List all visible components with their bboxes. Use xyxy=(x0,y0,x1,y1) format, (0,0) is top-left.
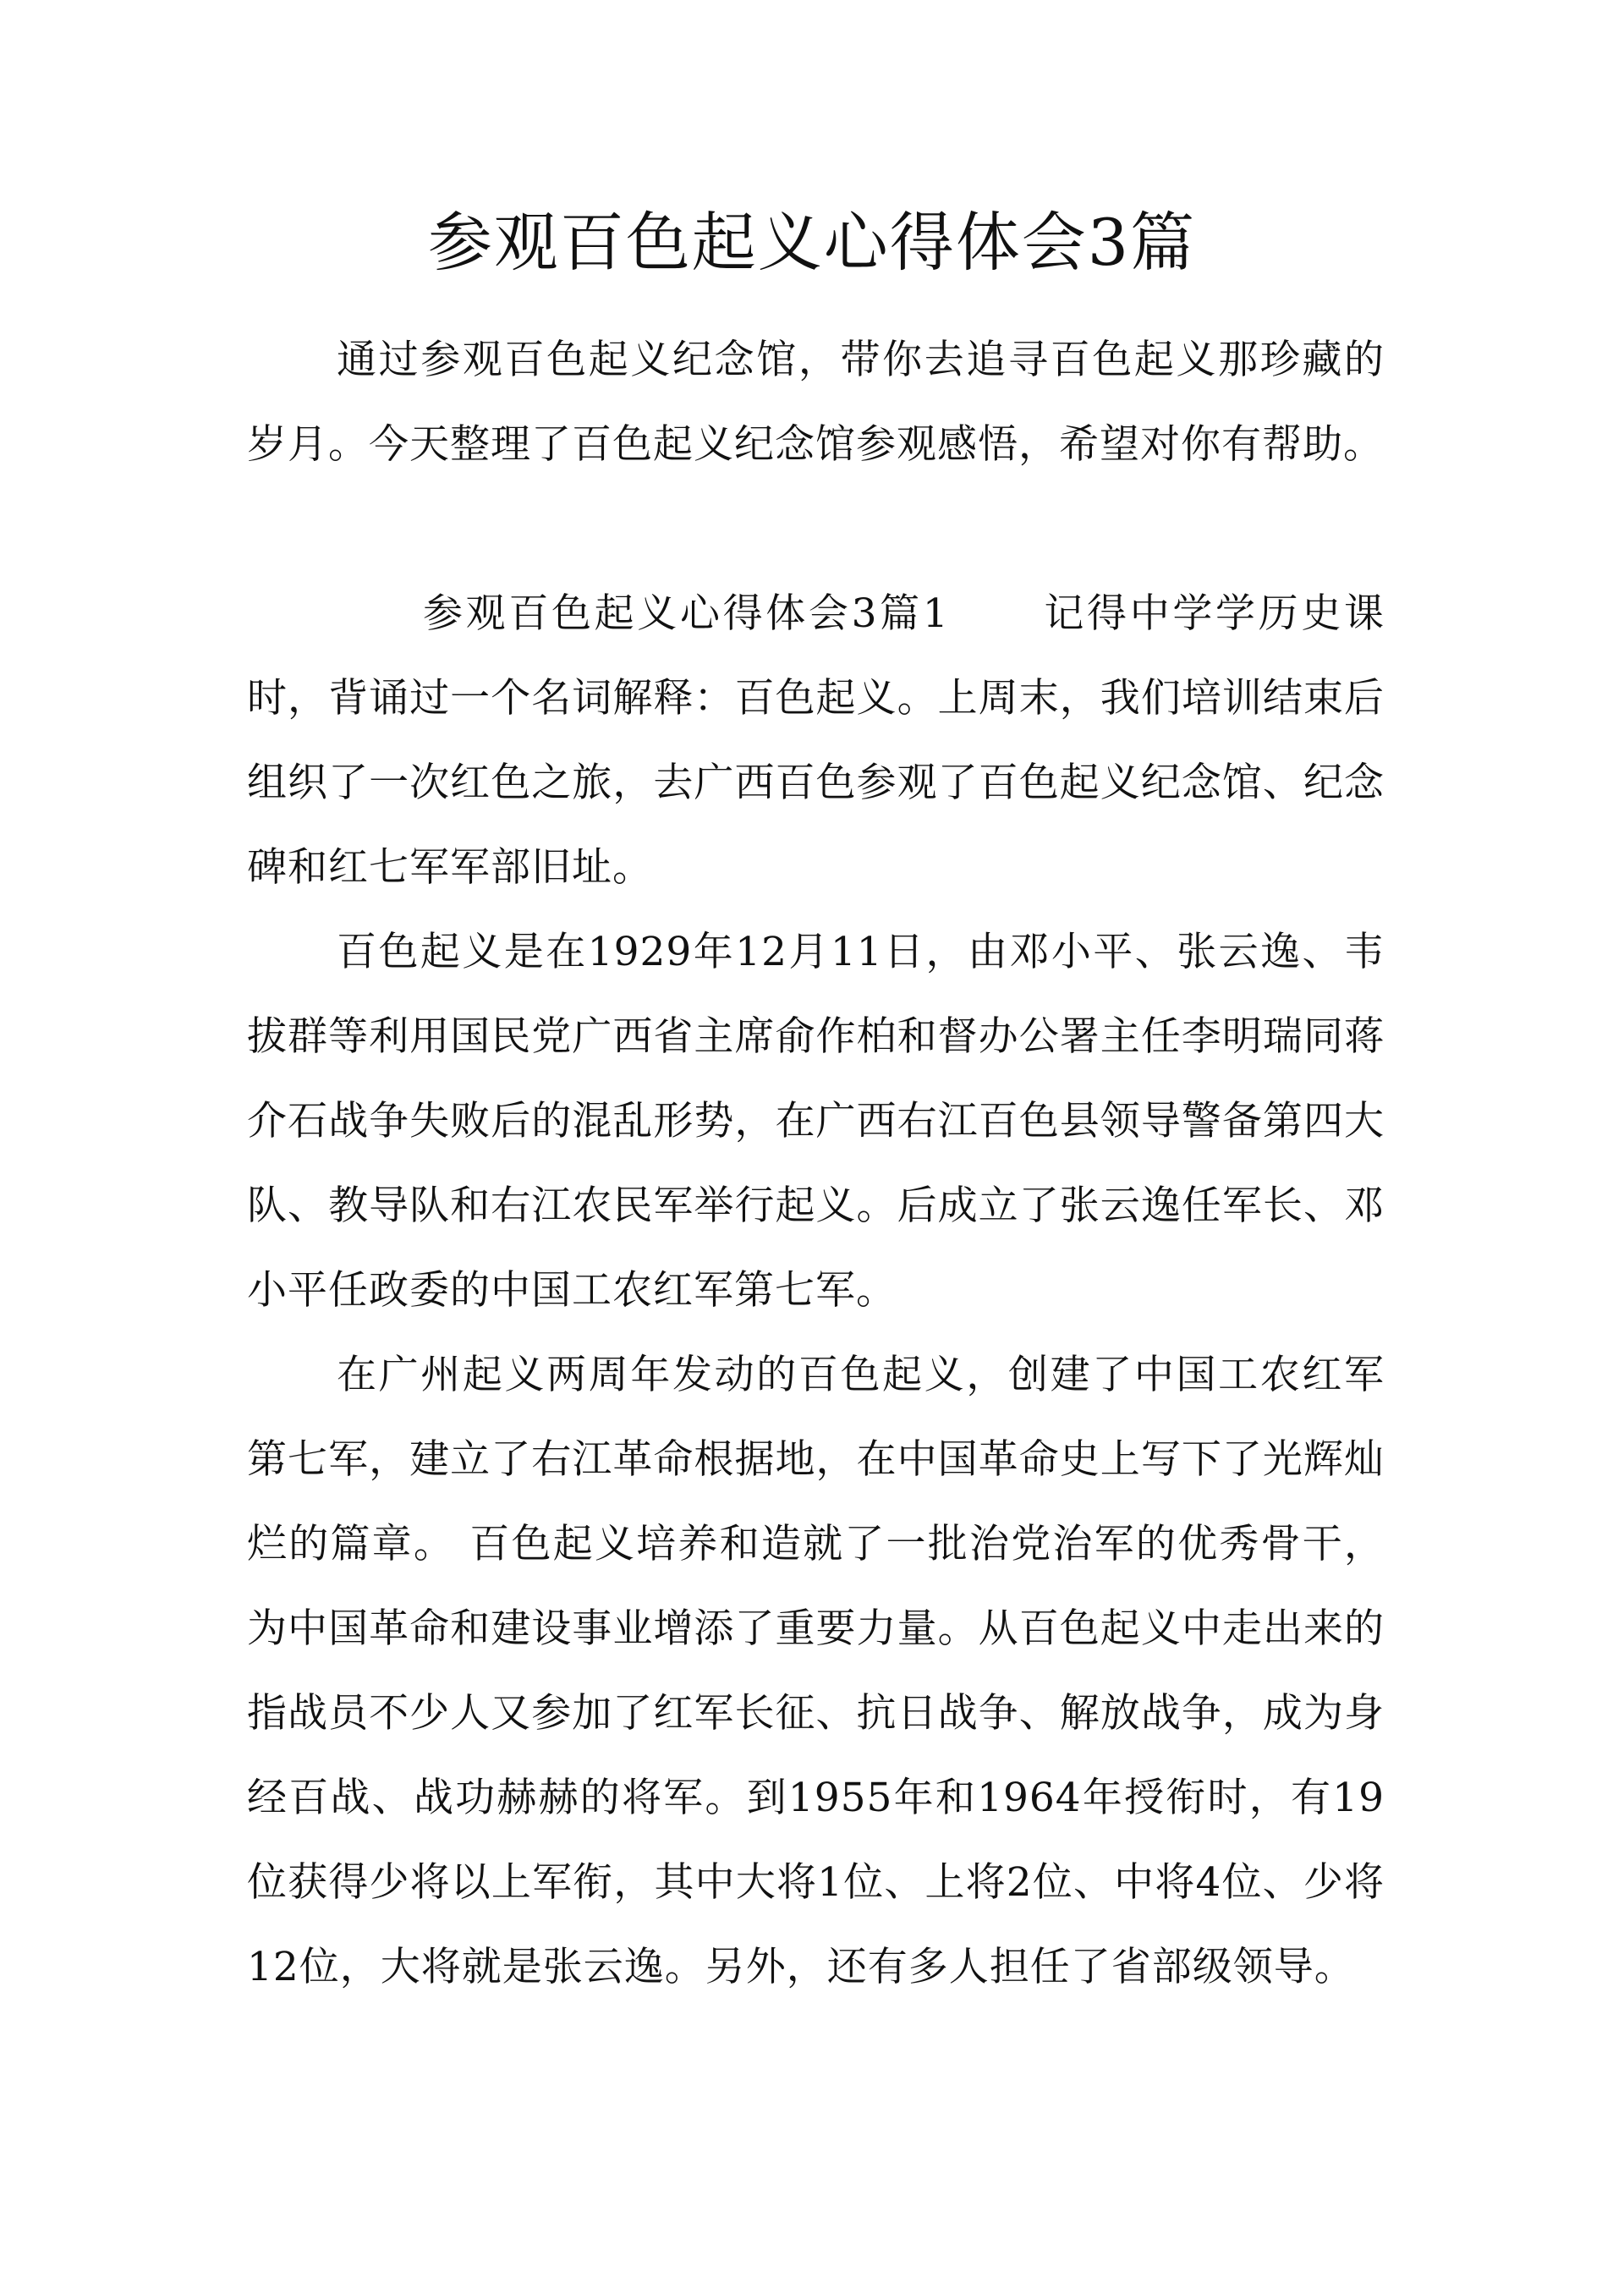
paragraph-significance: 在广州起义两周年发动的百色起义，创建了中国工农红军第七军，建立了右江革命根据地，在中国革命史上写下了光辉灿烂的篇章。 百色起义培养和造就了一批治党治军的优秀骨干，为中国革命和建设事业增添了重要力量。从百色起义中走出来的指战员不少人又参加了红军长征、抗日战争、解放战争，成为身经百战、战功赫赫的将军。到1955年和1964年授衔时，有19位获得少将以上军衔，其中大将1位、上将2位、中将4位、少将12位，大将就是张云逸。另外，还有多人担任了省部级领导。 xyxy=(247,1352,1385,1990)
paragraph-history: 百色起义是在1929年12月11日，由邓小平、张云逸、韦拔群等利用国民党广西省主席俞作柏和督办公署主任李明瑞同蒋介石战争失败后的混乱形势，在广西右江百色县领导警备第四大队、教导队和右江农民军举行起义。后成立了张云逸任军长、邓小平任政委的中国工农红军第七军。 xyxy=(247,929,1385,1314)
paragraph-intro: 通过参观百色起义纪念馆，带你去追寻百色起义那珍藏的岁月。今天整理了百色起义纪念馆参观感悟，希望对你有帮助。 xyxy=(247,337,1385,468)
section-heading: 参观百色起义心得体会3篇1 xyxy=(423,590,949,637)
document-title: 参观百色起义心得体会3篇 xyxy=(427,205,1197,280)
section-1-text: 记得中学学历史课时，背诵过一个名词解释：百色起义。上周末，我们培训结束后组织了一次红色之旅，去广西百色参观了百色起义纪念馆、纪念碑和红七军军部旧址。 xyxy=(247,590,1385,891)
paragraph-section-1 xyxy=(247,572,1385,910)
